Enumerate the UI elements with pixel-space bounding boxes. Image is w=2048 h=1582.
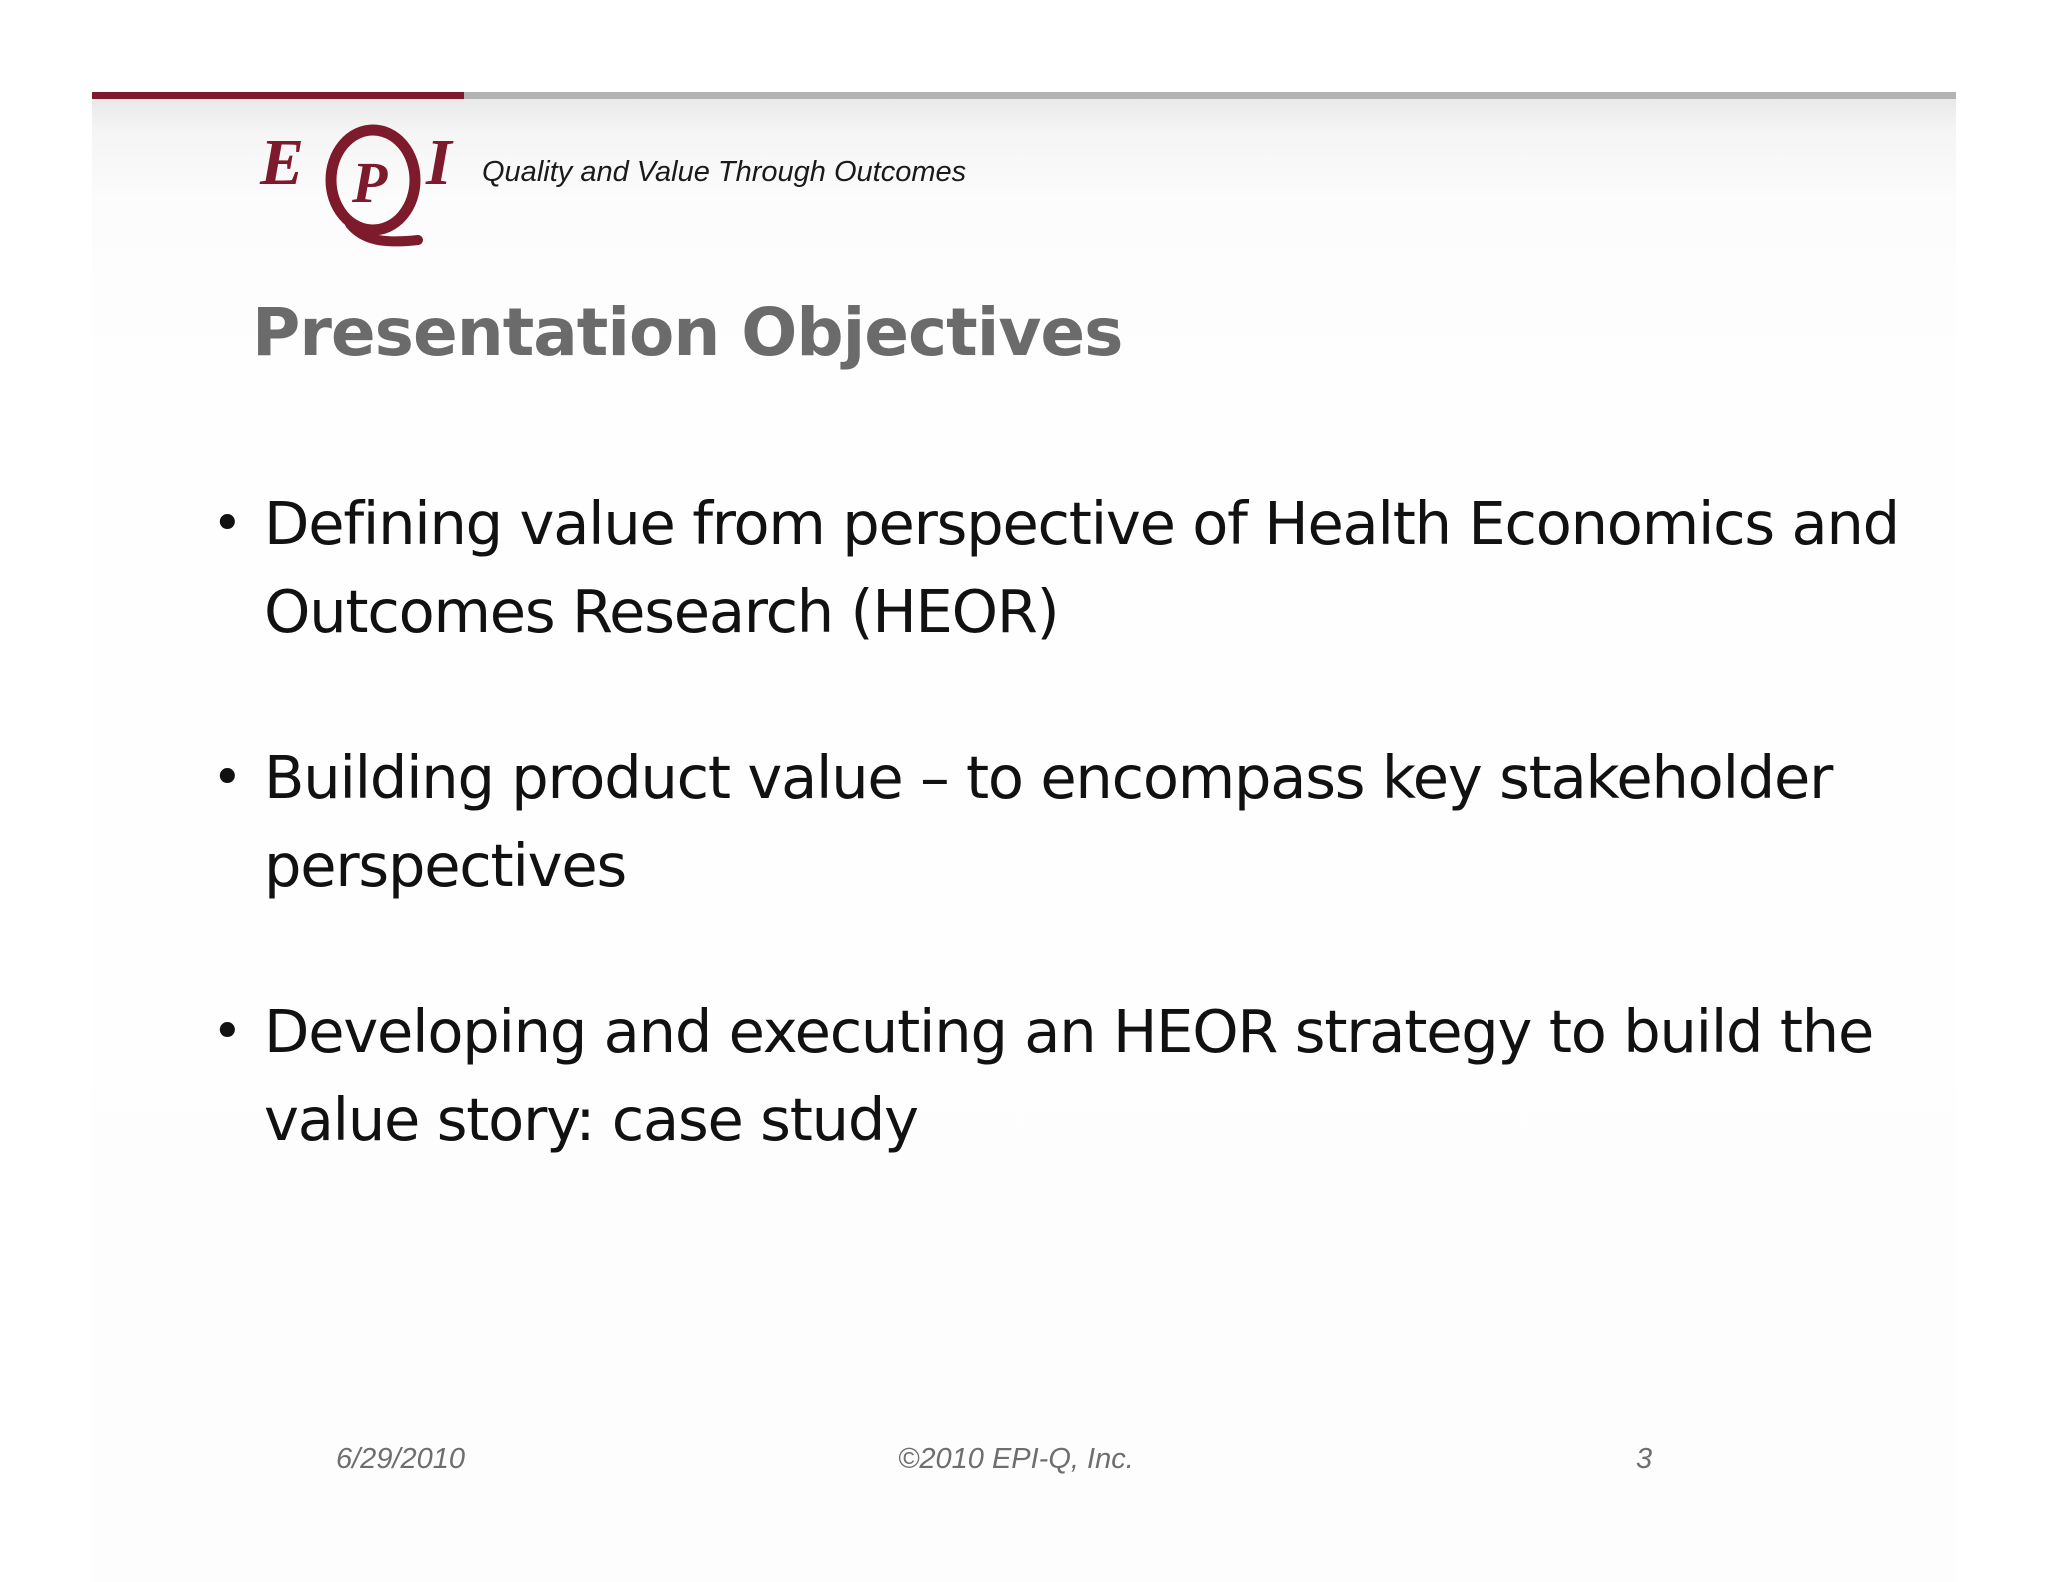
bullet-text: Developing and executing an HEOR strategy to build the value story: case study (264, 997, 1874, 1154)
list-item (212, 734, 1912, 910)
list-item (212, 988, 1912, 1164)
footer-copyright: ©2010 EPI-Q, Inc. (898, 1443, 1134, 1475)
epiq-logo (258, 112, 468, 257)
footer-date: 6/29/2010 (336, 1443, 466, 1475)
bullet-icon: • (212, 748, 243, 808)
bullet-text: Defining value from perspective of Health Economics and Outcomes Research (HEOR) (264, 489, 1899, 646)
bullet-text: Building product value – to encompass key stakeholder perspectives (264, 743, 1833, 900)
svg-text:E: E (260, 126, 305, 199)
svg-text:I: I (426, 126, 452, 199)
svg-text:P: P (352, 150, 388, 215)
list-item (212, 480, 1912, 656)
page-number: 3 (1636, 1443, 1653, 1475)
page-title: Presentation Objectives (252, 294, 1123, 371)
objectives-list (212, 480, 1912, 1242)
header-rule-accent (92, 92, 464, 99)
bullet-icon: • (212, 494, 243, 554)
header-rule (464, 92, 1956, 99)
company-tagline: Quality and Value Through Outcomes (482, 156, 967, 188)
bullet-icon: • (212, 1002, 243, 1062)
